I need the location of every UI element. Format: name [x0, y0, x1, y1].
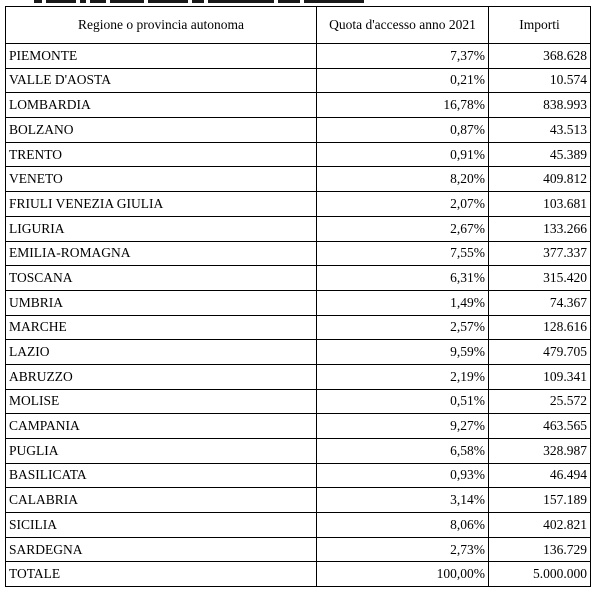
table-row [6, 537, 591, 562]
quota-cell: 0,87% [317, 118, 489, 143]
region-cell: LAZIO [6, 340, 317, 365]
header-importi: Importi [489, 7, 591, 44]
region-cell: TRENTO [6, 142, 317, 167]
quota-cell: 7,37% [317, 44, 489, 69]
table-row [6, 315, 591, 340]
table-row [6, 266, 591, 291]
region-cell: FRIULI VENEZIA GIULIA [6, 192, 317, 217]
table-row [6, 44, 591, 69]
quota-cell: 16,78% [317, 93, 489, 118]
importi-cell: 5.000.000 [489, 562, 591, 587]
importi-cell: 409.812 [489, 167, 591, 192]
table-row [6, 389, 591, 414]
quota-cell: 2,19% [317, 364, 489, 389]
importi-cell: 45.389 [489, 142, 591, 167]
importi-cell: 74.367 [489, 290, 591, 315]
table-row [6, 340, 591, 365]
quota-cell: 9,59% [317, 340, 489, 365]
quota-cell: 2,67% [317, 216, 489, 241]
region-cell: PUGLIA [6, 439, 317, 464]
table-row [6, 216, 591, 241]
region-cell: UMBRIA [6, 290, 317, 315]
importi-cell: 43.513 [489, 118, 591, 143]
importi-cell: 103.681 [489, 192, 591, 217]
table-row [6, 513, 591, 538]
region-cell: SICILIA [6, 513, 317, 538]
region-cell: LIGURIA [6, 216, 317, 241]
region-cell: MOLISE [6, 389, 317, 414]
quota-cell: 2,57% [317, 315, 489, 340]
ripartizione-table [5, 6, 591, 587]
table-body [6, 44, 591, 587]
table-row [6, 439, 591, 464]
region-cell: TOSCANA [6, 266, 317, 291]
region-cell: MARCHE [6, 315, 317, 340]
quota-cell: 8,06% [317, 513, 489, 538]
table-row [6, 414, 591, 439]
importi-cell: 402.821 [489, 513, 591, 538]
quota-cell: 6,31% [317, 266, 489, 291]
table-row [6, 167, 591, 192]
quota-cell: 1,49% [317, 290, 489, 315]
importi-cell: 368.628 [489, 44, 591, 69]
importi-cell: 25.572 [489, 389, 591, 414]
table-row [6, 192, 591, 217]
region-cell: BOLZANO [6, 118, 317, 143]
region-cell: SARDEGNA [6, 537, 317, 562]
table-row [6, 118, 591, 143]
quota-cell: 2,07% [317, 192, 489, 217]
quota-cell: 9,27% [317, 414, 489, 439]
importi-cell: 109.341 [489, 364, 591, 389]
quota-cell: 0,51% [317, 389, 489, 414]
importi-cell: 328.987 [489, 439, 591, 464]
region-cell: CALABRIA [6, 488, 317, 513]
quota-cell: 3,14% [317, 488, 489, 513]
importi-cell: 463.565 [489, 414, 591, 439]
region-cell: TOTALE [6, 562, 317, 587]
importi-cell: 479.705 [489, 340, 591, 365]
table-row [6, 68, 591, 93]
table-row [6, 463, 591, 488]
total-row [6, 562, 591, 587]
region-cell: BASILICATA [6, 463, 317, 488]
table-row [6, 290, 591, 315]
importi-cell: 10.574 [489, 68, 591, 93]
header-region: Regione o provincia autonoma [6, 7, 317, 44]
table-row [6, 93, 591, 118]
region-cell: LOMBARDIA [6, 93, 317, 118]
region-cell: PIEMONTE [6, 44, 317, 69]
table-row [6, 364, 591, 389]
importi-cell: 157.189 [489, 488, 591, 513]
header-quota: Quota d'accesso anno 2021 [317, 7, 489, 44]
region-cell: VALLE D'AOSTA [6, 68, 317, 93]
quota-cell: 8,20% [317, 167, 489, 192]
quota-cell: 100,00% [317, 562, 489, 587]
region-cell: ABRUZZO [6, 364, 317, 389]
quota-cell: 6,58% [317, 439, 489, 464]
quota-cell: 0,93% [317, 463, 489, 488]
table-row [6, 488, 591, 513]
table-row [6, 241, 591, 266]
quota-cell: 7,55% [317, 241, 489, 266]
importi-cell: 128.616 [489, 315, 591, 340]
region-cell: VENETO [6, 167, 317, 192]
table-row [6, 142, 591, 167]
table-header-row [6, 7, 591, 44]
importi-cell: 46.494 [489, 463, 591, 488]
quota-cell: 0,21% [317, 68, 489, 93]
region-cell: CAMPANIA [6, 414, 317, 439]
importi-cell: 136.729 [489, 537, 591, 562]
importi-cell: 377.337 [489, 241, 591, 266]
importi-cell: 838.993 [489, 93, 591, 118]
region-cell: EMILIA-ROMAGNA [6, 241, 317, 266]
importi-cell: 133.266 [489, 216, 591, 241]
quota-cell: 2,73% [317, 537, 489, 562]
quota-cell: 0,91% [317, 142, 489, 167]
importi-cell: 315.420 [489, 266, 591, 291]
